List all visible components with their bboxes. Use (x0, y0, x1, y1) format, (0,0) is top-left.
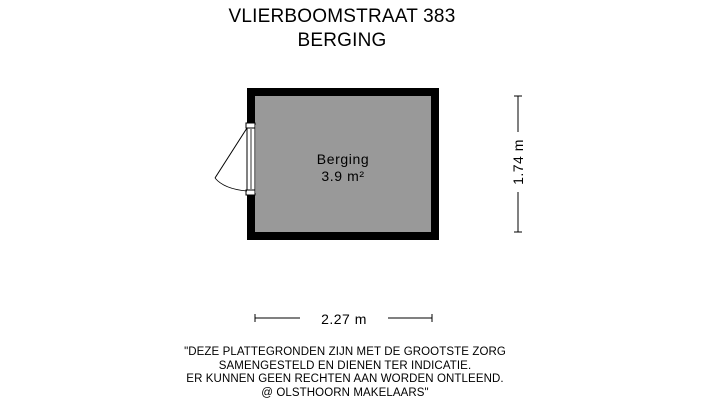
disclaimer-line: SAMENGESTELD EN DIENEN TER INDICATIE. (218, 359, 472, 372)
floor-title: BERGING (297, 30, 387, 51)
disclaimer (150, 346, 540, 400)
disclaimer-line: ER KUNNEN GEEN RECHTEN AAN WORDEN ONTLEEND. (186, 373, 504, 385)
room-name-label: Berging (316, 151, 370, 167)
height-dimension-label: 1.74 m (508, 132, 528, 192)
disclaimer-line: @ OLSTHOORN MAKELAARS" (261, 386, 429, 399)
width-dimension-label: 2.27 m (300, 311, 388, 327)
disclaimer-line: "DEZE PLATTEGRONDEN ZIJN MET DE GROOTSTE ZORG (184, 346, 506, 358)
door-swing-arc (215, 178, 247, 191)
room-area-label: 3.9 m² (321, 168, 365, 184)
address-title: VLIERBOOMSTRAAT 383 (228, 6, 456, 27)
door-leaf (215, 128, 247, 178)
